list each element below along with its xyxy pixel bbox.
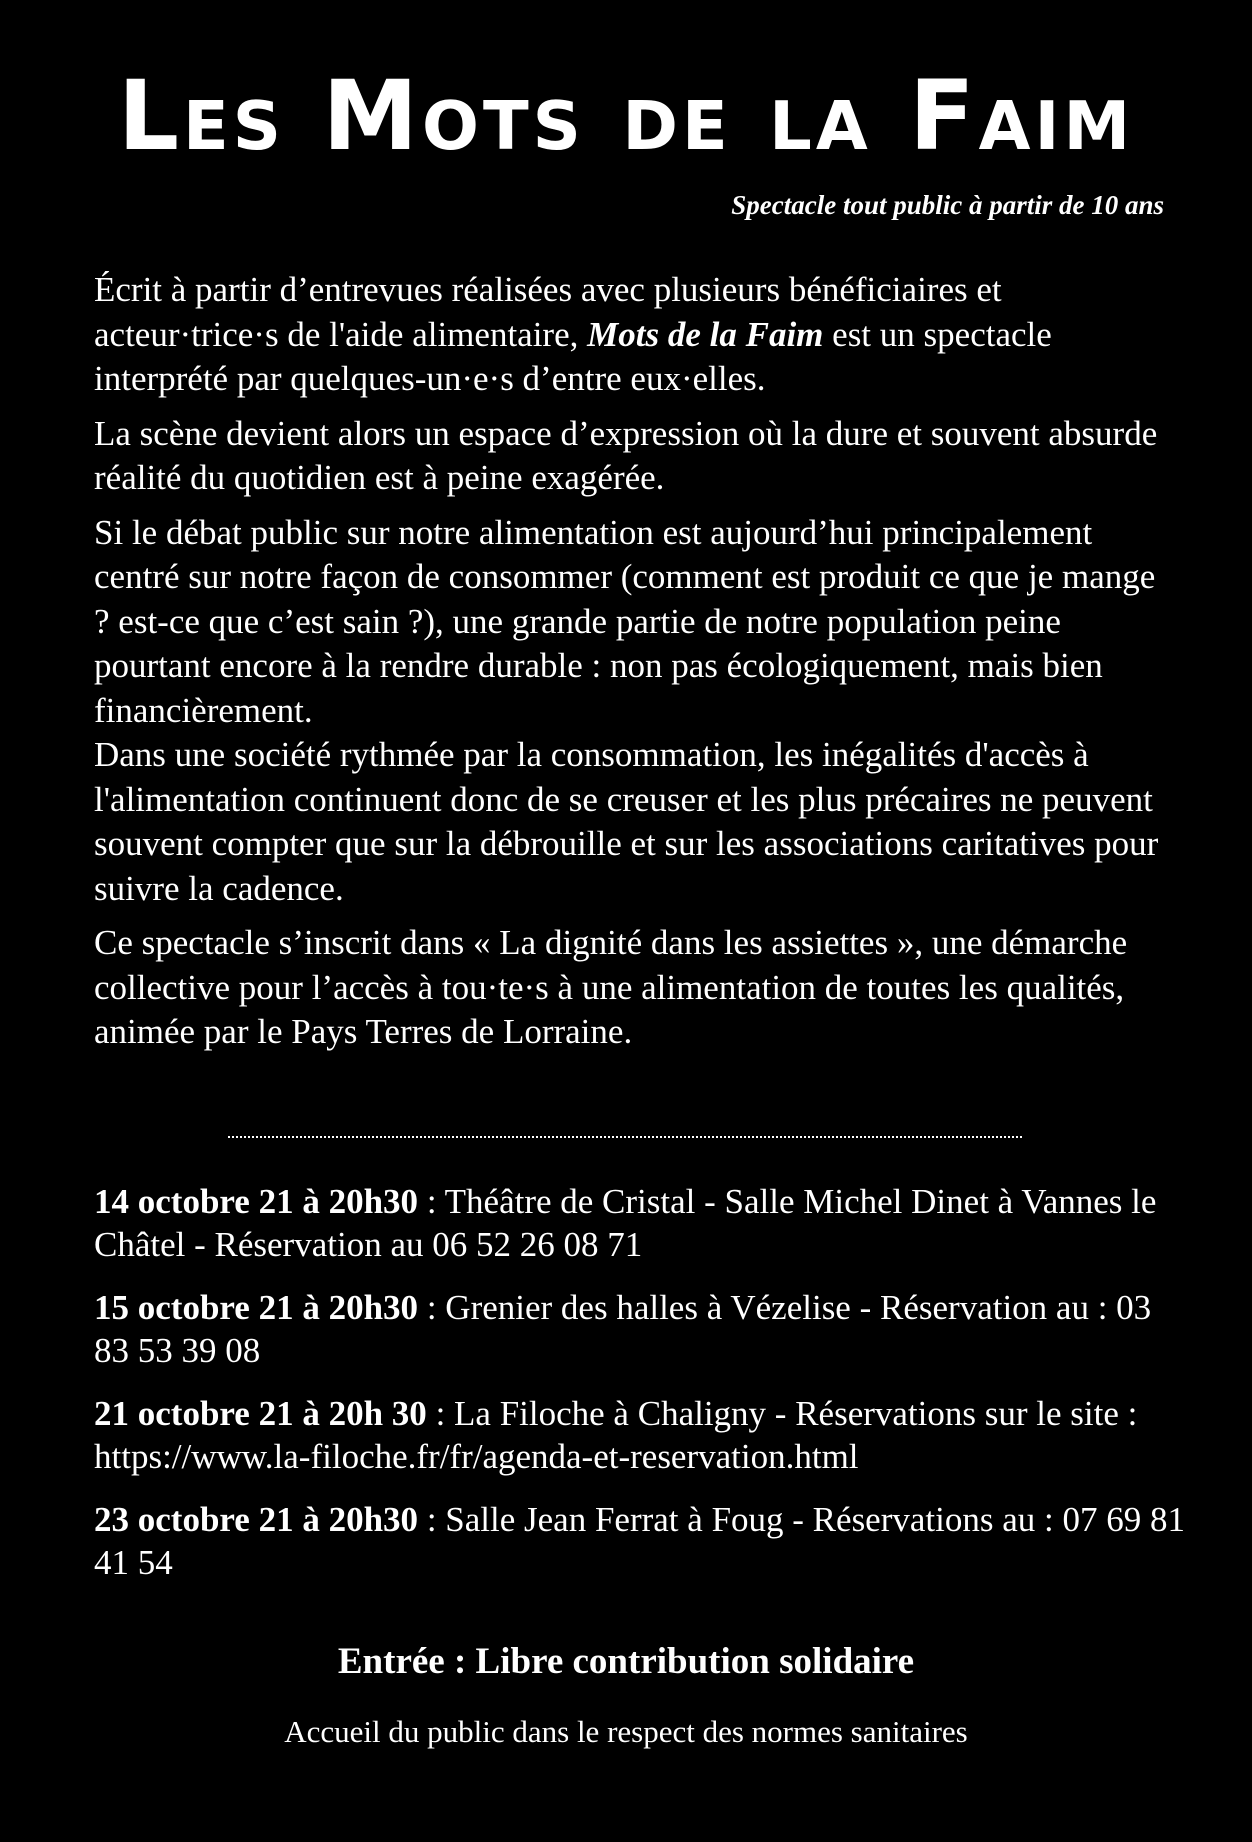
event-item bbox=[94, 1498, 1194, 1584]
paragraph-dignity: Ce spectacle s’inscrit dans « La dignité dans les assiettes », une démarche collective pour l’accès à tou·te·s à une alimentation de toutes les qualités, animée par le Pays Terres de Lorraine. bbox=[94, 923, 1128, 1051]
event-details: : Salle Jean Ferrat à Foug - Réservations au : 07 69 81 41 54 bbox=[94, 1500, 1185, 1582]
sanitary-notice: Accueil du public dans le respect des normes sanitaires bbox=[284, 1714, 968, 1749]
event-date: 23 octobre 21 à 20h30 bbox=[94, 1500, 419, 1539]
event-details: : La Filoche à Chaligny - Réservations sur le site : https://www.la-filoche.fr/fr/agenda-et-reservation.html bbox=[94, 1394, 1138, 1476]
event-details: : Grenier des halles à Vézelise - Réservation au : 03 83 53 39 08 bbox=[94, 1288, 1152, 1370]
event-item bbox=[94, 1180, 1194, 1266]
paragraph-intro bbox=[94, 268, 1174, 402]
audience-subtitle: Spectacle tout public à partir de 10 ans bbox=[731, 190, 1164, 220]
paragraph-stage: La scène devient alors un espace d’expression où la dure et souvent absurde réalité du quotidien est à peine exagérée. bbox=[94, 413, 1158, 497]
entry-price: Entrée : Libre contribution solidaire bbox=[337, 1641, 915, 1682]
description-text bbox=[94, 268, 1174, 1065]
event-item bbox=[94, 1286, 1194, 1372]
event-date: 15 octobre 21 à 20h30 bbox=[94, 1288, 419, 1327]
event-item bbox=[94, 1392, 1194, 1478]
event-details: : Théâtre de Cristal - Salle Michel Dinet à Vannes le Châtel - Réservation au 06 52 26 08 71 bbox=[94, 1182, 1157, 1264]
dotted-separator bbox=[228, 1136, 1022, 1138]
paragraph-society: Dans une société rythmée par la consommation, les inégalités d'accès à l'alimentation continuent donc de se creuser et les plus précaires ne peuvent souvent compter que sur la débrouille et sur les associations caritatives pour suivre la cadence. bbox=[94, 735, 1159, 908]
show-title-emphasis: Mots de la Faim bbox=[587, 314, 824, 354]
paragraph-intro-end: est un spectacle interprété par quelques-un·e·s d’entre eux·elles. bbox=[94, 314, 1052, 398]
page-title: Les Mots de la Faim bbox=[117, 60, 1135, 172]
event-date: 14 octobre 21 à 20h30 bbox=[94, 1182, 419, 1221]
event-list bbox=[94, 1180, 1194, 1604]
paragraph-debate: Si le débat public sur notre alimentation est aujourd’hui principalement centré sur notre façon de consommer (comment est produit ce que je mange ? est-ce que c’est sain ?), une grande partie de notre population peine pourtant encore à la rendre durable : non pas écologiquement, mais bien financièrement. bbox=[94, 512, 1156, 730]
paragraph-intro-start: Écrit à partir d’entrevues réalisées avec plusieurs bénéficiaires et acteur·trice·s de l'aide alimentaire, bbox=[94, 270, 1002, 354]
event-date: 21 octobre 21 à 20h 30 bbox=[94, 1394, 427, 1433]
